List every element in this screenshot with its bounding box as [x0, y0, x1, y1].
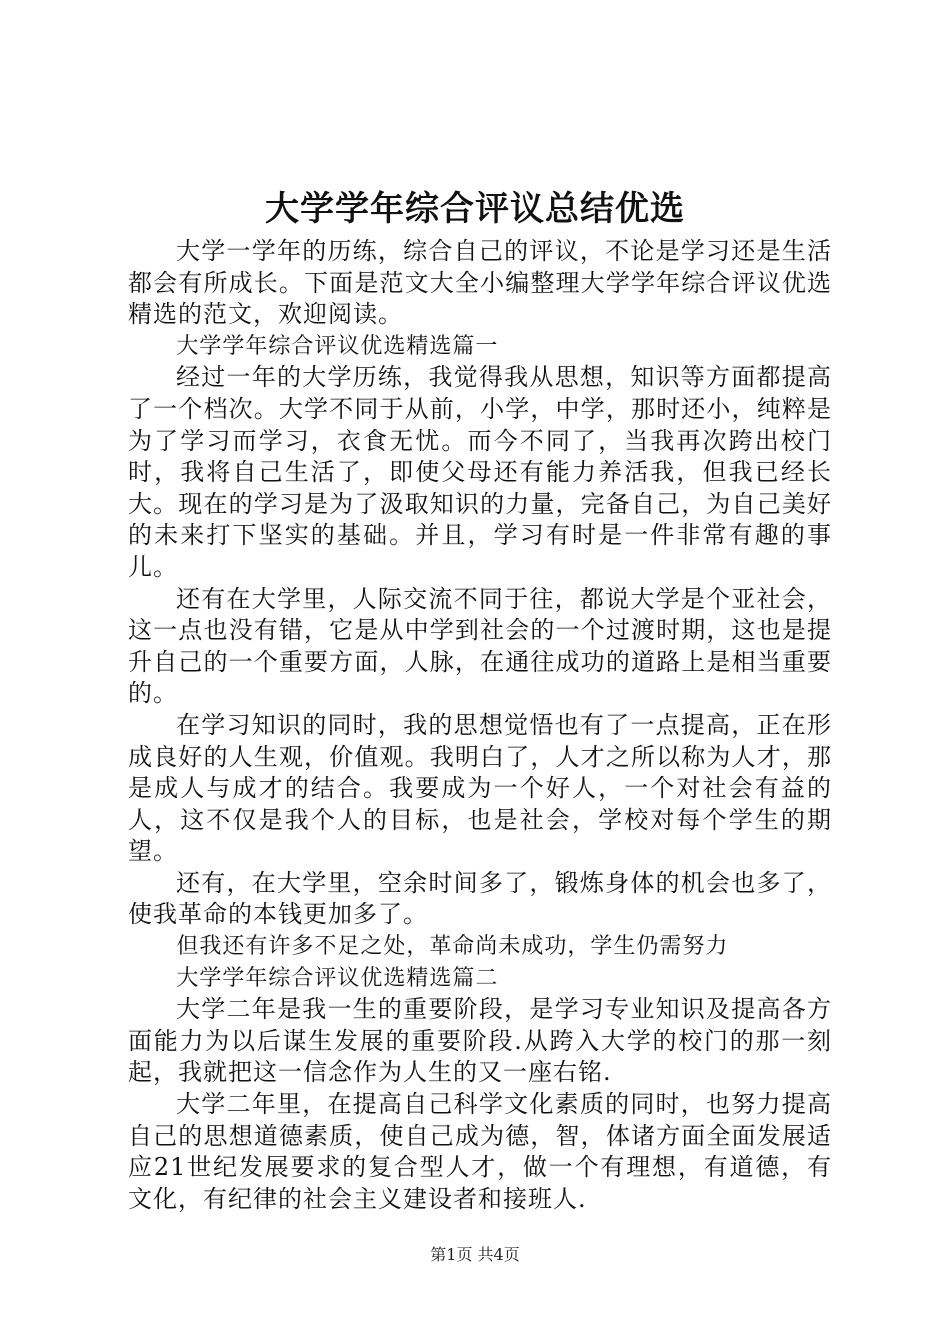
- paragraph: 大学二年里，在提高自己科学文化素质的同时，也努力提高自己的思想道德素质，使自己成为德，智，体诸方面全面发展适应21世纪发展要求的复合型人才，做一个有理想，有道德，有文化，有纪律的社会主义建设者和接班人.: [128, 1090, 832, 1213]
- document-body: [128, 236, 832, 1215]
- paragraph: 经过一年的大学历练，我觉得我从思想，知识等方面都提高了一个档次。大学不同于从前，小学，中学，那时还小，纯粹是为了学习而学习，衣食无忧。而今不同了，当我再次跨出校门时，我将自己生活了，即使父母还有能力养活我，但我已经长大。现在的学习是为了汲取知识的力量，完备自己，为自己美好的未来打下坚实的基础。并且，学习有时是一件非常有趣的事儿。: [128, 363, 832, 581]
- paragraph: 还有在大学里，人际交流不同于往，都说大学是个亚社会，这一点也没有错，它是从中学到社会的一个过渡时期，这也是提升自己的一个重要方面，人脉，在通往成功的道路上是相当重要的。: [128, 584, 832, 708]
- paragraph: 在学习知识的同时，我的思想觉悟也有了一点提高，正在形成良好的人生观，价值观。我明白了，人才之所以称为人才，那是成人与成才的结合。我要成为一个好人，一个对社会有益的人，这不仅是我个人的目标，也是社会，学校对每个学生的期望。: [128, 710, 832, 866]
- section-heading-2: 大学学年综合评议优选精选篇二: [176, 965, 499, 991]
- paragraph-intro: 大学一学年的历练，综合自己的评议，不论是学习还是生活都会有所成长。下面是范文大全小编整理大学学年综合评议优选精选的范文，欢迎阅读。: [128, 237, 832, 329]
- paragraph: 大学二年是我一生的重要阶段，是学习专业知识及提高各方面能力为以后谋生发展的重要阶段.从跨入大学的校门的那一刻起，我就把这一信念作为人生的又一座右铭.: [128, 995, 832, 1087]
- section-heading-1: 大学学年综合评议优选精选篇一: [176, 333, 499, 359]
- paragraph-short-line: 但我还有许多不足之处，革命尚未成功，学生仍需努力: [176, 934, 729, 960]
- paragraph: 还有，在大学里，空余时间多了，锻炼身体的机会也多了，使我革命的本钱更加多了。: [128, 868, 832, 929]
- document-title: 大学学年综合评议总结优选: [265, 189, 685, 229]
- page-number-footer: 第1页 共4页: [430, 1245, 520, 1264]
